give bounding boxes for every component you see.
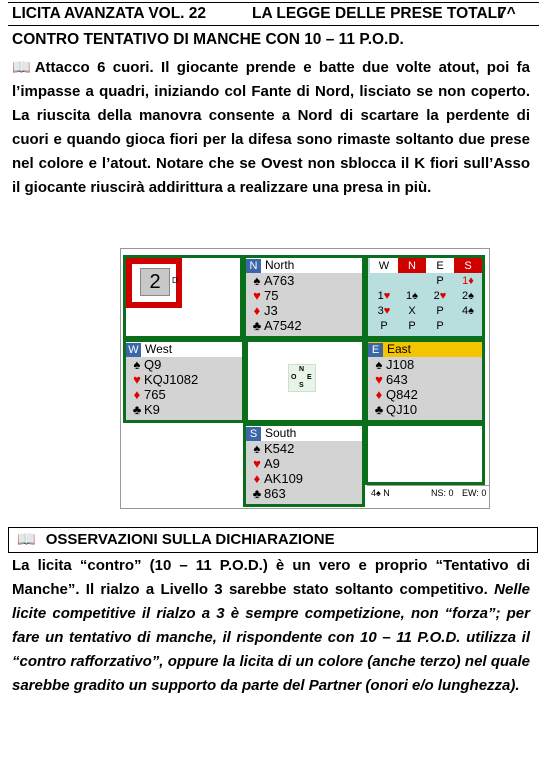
- north-diamonds: J3: [264, 303, 278, 318]
- hand-east: [365, 339, 485, 423]
- observations-paragraph: [12, 554, 530, 698]
- diamond-icon: ♦: [253, 471, 261, 486]
- club-icon: ♣: [132, 402, 142, 417]
- table-center: [245, 339, 365, 423]
- open-book-icon: 📖: [17, 531, 36, 548]
- heart-icon: ♥: [253, 288, 261, 303]
- diamond-icon: ♦: [133, 387, 141, 402]
- hand-north: [243, 255, 365, 339]
- north-clubs: A7542: [264, 318, 302, 333]
- north-spades: A763: [264, 273, 295, 288]
- lesson-number: 7^: [498, 5, 516, 22]
- topic-title: LA LEGGE DELLE PRESE TOTALI: [252, 5, 502, 22]
- south-hearts: A9: [264, 456, 280, 471]
- bid-cell: P: [380, 319, 388, 332]
- badge-north: N: [246, 259, 261, 274]
- board-info: [123, 255, 243, 339]
- north-hearts: 75: [264, 288, 279, 303]
- bid-cell: 3♥: [377, 304, 391, 317]
- bridge-deal-diagram: [120, 248, 490, 509]
- observations-heading: OSSERVAZIONI SULLA DICHIARAZIONE: [45, 531, 335, 548]
- south-diamonds: AK109: [264, 471, 304, 486]
- club-icon: ♣: [252, 486, 262, 501]
- west-hearts: KQJ1082: [144, 372, 199, 387]
- bid-cell: 2♠: [462, 289, 474, 302]
- name-south: South: [265, 426, 297, 440]
- subtitle: CONTRO TENTATIVO DI MANCHE CON 10 – 11 P.O.D.: [12, 31, 404, 48]
- heart-icon: ♥: [133, 372, 141, 387]
- spade-icon: ♠: [375, 357, 383, 372]
- board-number: 2: [140, 268, 170, 296]
- west-clubs: K9: [144, 402, 160, 417]
- south-spades: K542: [264, 441, 295, 456]
- spade-icon: ♠: [253, 273, 261, 288]
- south-clubs: 863: [264, 486, 286, 501]
- ns-score: NS: 0: [431, 488, 454, 498]
- bid-header-s: S: [454, 258, 482, 273]
- bid-cell: 2♥: [433, 289, 447, 302]
- dealer-marker: D: [172, 276, 178, 285]
- club-icon: ♣: [252, 318, 262, 333]
- bid-header-n: N: [398, 258, 426, 273]
- west-spades: Q9: [144, 357, 162, 372]
- badge-east: E: [368, 343, 383, 358]
- bidding-table: [370, 258, 482, 333]
- bidding-box: [365, 255, 485, 339]
- bid-cell: X: [408, 304, 416, 317]
- west-diamonds: 765: [144, 387, 166, 402]
- hand-west: [123, 339, 245, 423]
- bid-header-e: E: [426, 258, 454, 273]
- badge-west: W: [126, 343, 141, 358]
- bid-cell: 4♠: [462, 304, 474, 317]
- page-title-bar: [8, 2, 539, 26]
- diamond-icon: ♦: [253, 303, 261, 318]
- east-clubs: QJ10: [386, 402, 418, 417]
- observations-italic-text: Nelle licite competitive il rialzo a 3 è sempre competizione, non “forza”; per fare un tentativo di manche, il rispondente con 10 – 11 P.O.D. utilizza il “contro rafforzativo”, oppure la licita di un colore (anche terzo) nel quale sarebbe gradito un supporto da parte del Partner (onori e/o lunghezza).: [12, 581, 530, 694]
- spade-icon: ♠: [133, 357, 141, 372]
- east-diamonds: Q842: [386, 387, 418, 402]
- hand-south: [243, 423, 365, 507]
- contract-label: 4♠ N: [371, 488, 390, 498]
- observations-text: La licita “contro” (10 – 11 P.O.D.) è un vero e proprio “Tentativo di Manche”. Il rialzo a Livello 3 sarebbe stato soltanto competitivo.: [12, 557, 530, 598]
- observations-heading-box: [8, 527, 538, 553]
- open-book-icon: 📖: [12, 59, 31, 76]
- bid-cell: P: [436, 274, 444, 287]
- heart-icon: ♥: [375, 372, 383, 387]
- name-north: North: [265, 258, 295, 272]
- spade-icon: ♠: [253, 441, 261, 456]
- bid-header-w: W: [370, 258, 398, 273]
- bid-cell: 1♠: [406, 289, 418, 302]
- bid-cell: 1♥: [377, 289, 391, 302]
- status-bar: [367, 485, 489, 500]
- bid-cell: [398, 273, 426, 288]
- heart-icon: ♥: [253, 456, 261, 471]
- bid-cell: P: [408, 319, 416, 332]
- series-title: LICITA AVANZATA VOL. 22: [12, 5, 207, 22]
- empty-cell: [123, 423, 245, 507]
- club-icon: ♣: [374, 402, 384, 417]
- intro-text: Attacco 6 cuori. Il giocante prende e batte due volte atout, poi fa l’impasse a quadri, iniziando col Fante di Nord, lisciato se non coperto. La riuscita della manovra consente a Nord di scartare la perdente di cuori e quando gioca fiori per la difesa sono rimaste soltanto due prese nel colore e l’atout. Notare che se Ovest non sblocca il K fiori sull’Asso il giocante riuscirà addirittura a realizzare una presa in più.: [12, 59, 530, 196]
- east-spades: J108: [386, 357, 415, 372]
- bid-cell: [370, 273, 398, 288]
- compass-icon: N O E S: [288, 364, 316, 392]
- badge-south: S: [246, 427, 261, 442]
- ew-score: EW: 0: [462, 488, 487, 498]
- bid-cell: [454, 318, 482, 333]
- bid-cell: P: [436, 319, 444, 332]
- diamond-icon: ♦: [375, 387, 383, 402]
- result-cell: [365, 423, 485, 485]
- east-hearts: 643: [386, 372, 408, 387]
- bid-cell: P: [436, 304, 444, 317]
- name-east: East: [387, 342, 412, 356]
- name-west: West: [145, 342, 173, 356]
- intro-paragraph: [12, 56, 530, 200]
- bid-cell: 1♦: [462, 274, 474, 287]
